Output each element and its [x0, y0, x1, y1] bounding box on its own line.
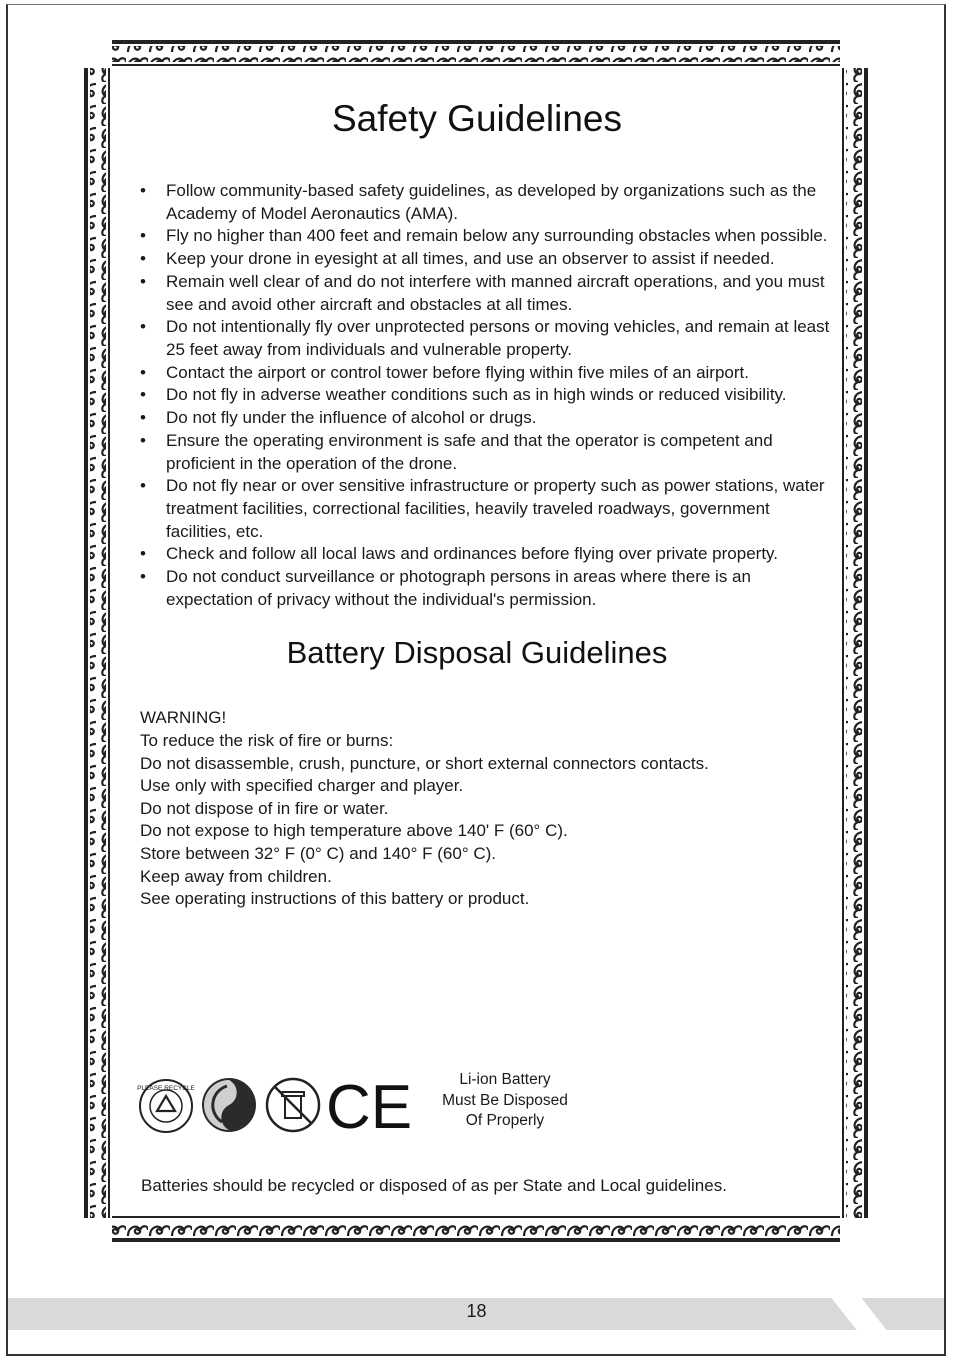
safety-list — [118, 180, 836, 611]
li-ion-label: Li-ion Battery Must Be Disposed Of Properly — [442, 1071, 568, 1129]
bullet-icon: • — [140, 362, 146, 382]
bullet-icon: • — [140, 226, 146, 246]
bullet-icon: • — [140, 544, 146, 564]
bullet-icon: • — [140, 567, 146, 587]
safety-title: Safety Guidelines — [331, 98, 622, 139]
svg-text:PLEASE RECYCLE: PLEASE RECYCLE — [137, 1085, 195, 1092]
warning-line: Use only with specified charger and player. — [140, 776, 464, 796]
list-item: • Check and follow all local laws and ordinances before flying over private property. — [118, 543, 836, 566]
list-item: • Contact the airport or control tower before flying within five miles of an airport. — [118, 362, 836, 385]
bullet-icon: • — [140, 385, 146, 405]
warning-line: Keep away from children. — [140, 866, 332, 886]
recycle-note: Batteries should be recycled or disposed of as per State and Local guidelines. — [141, 1176, 727, 1195]
bullet-icon: • — [140, 317, 146, 337]
green-dot-icon — [200, 1076, 258, 1134]
list-item: • Do not intentionally fly over unprotected persons or moving vehicles, and remain at least 25 feet away from individuals and vulnerable property. — [140, 317, 830, 359]
list-item: • Fly no higher than 400 feet and remain below any surrounding obstacles when possible. — [118, 225, 836, 248]
bullet-icon: • — [140, 431, 146, 451]
list-item: • Do not fly under the influence of alcohol or drugs. — [118, 407, 836, 430]
bullet-icon: • — [140, 271, 146, 291]
page-number: 18 — [466, 1301, 487, 1321]
list-item: • Remain well clear of and do not interfere with manned aircraft operations, and you must see and avoid other aircraft and obstacles at all times. — [140, 271, 825, 314]
bullet-icon: • — [140, 408, 146, 428]
warning-line: To reduce the risk of fire or burns: — [140, 730, 394, 750]
warning-heading: WARNING! — [140, 708, 227, 728]
warning-line: See operating instructions of this battery or product. — [140, 889, 530, 909]
warning-line: Do not expose to high temperature above 140' F (60° C). — [140, 821, 568, 841]
bullet-icon: • — [140, 181, 146, 200]
please-recycle-icon — [138, 1078, 194, 1134]
main-content — [118, 80, 836, 911]
list-item: • Do not conduct surveillance or photograph persons in areas where there is an expectation of privacy without the individual's permission. — [140, 567, 751, 609]
list-item: • Do not fly near or over sensitive infrastructure or property such as power stations, water treatment facilities, correctional facilities, heavily traveled roadways, government facilities, etc. — [140, 476, 825, 541]
no-trash-bin-icon — [264, 1076, 322, 1134]
bullet-icon: • — [140, 249, 146, 269]
bullet-icon: • — [140, 476, 146, 496]
svg-text:CE: CE — [326, 1073, 413, 1142]
list-item: • Follow community-based safety guidelines, as developed by organizations such as the Academy of Model Aeronautics (AMA). — [140, 181, 817, 223]
warning-line: Do not disassemble, crush, puncture, or short external connectors contacts. — [140, 753, 709, 773]
warning-line: Do not dispose of in fire or water. — [140, 798, 389, 818]
list-item: • Keep your drone in eyesight at all times, and use an observer to assist if needed. — [118, 248, 836, 271]
list-item: • Do not fly in adverse weather conditions such as in high winds or reduced visibility. — [118, 384, 836, 407]
ce-mark-icon — [324, 1073, 413, 1142]
battery-title: Battery Disposal Guidelines — [286, 635, 668, 671]
warning-line: Store between 32° F (0° C) and 140° F (60° C). — [140, 843, 497, 863]
battery-warning — [118, 707, 836, 910]
list-item: • Ensure the operating environment is safe and that the operator is competent and proficient in the operation of the drone. — [140, 431, 773, 473]
